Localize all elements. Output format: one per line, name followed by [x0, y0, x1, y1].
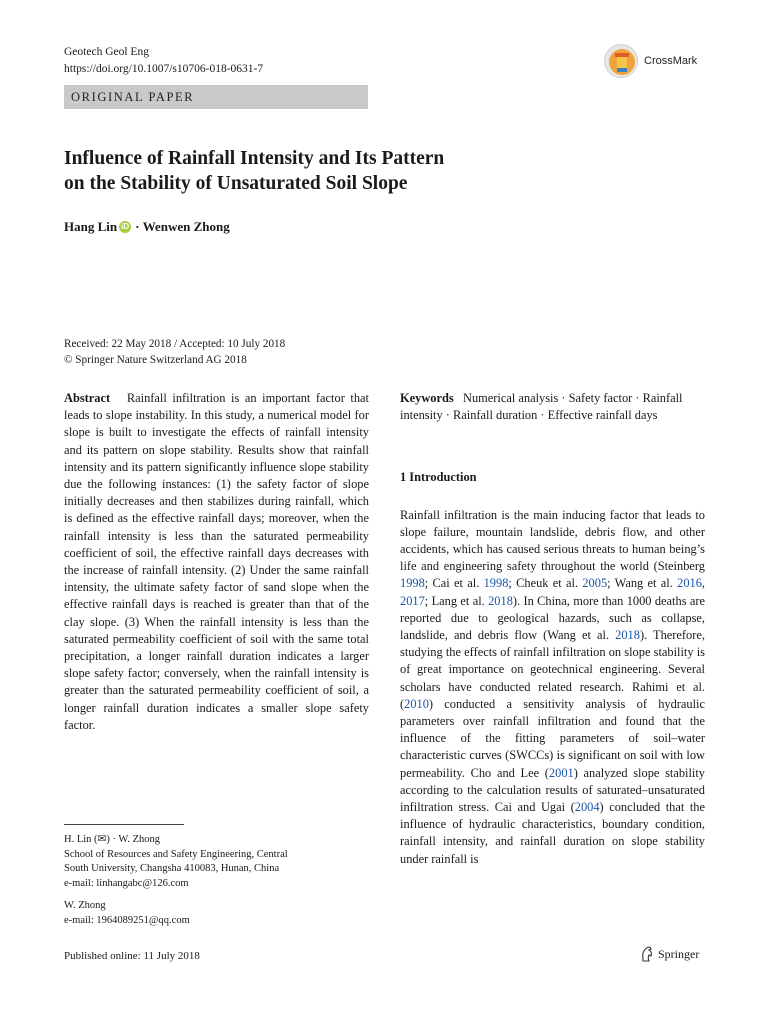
- footnote-authors: H. Lin (✉) · W. Zhong: [64, 834, 160, 845]
- article-type-banner: ORIGINAL PAPER: [64, 85, 368, 109]
- footnote-author: W. Zhong: [64, 900, 106, 911]
- crossmark-icon: [604, 44, 638, 78]
- journal-header: [64, 44, 263, 78]
- footnote-divider: [64, 824, 184, 825]
- intro-text: ) concluded that the influence of hydraulic characteristics, boundary condition, rainfall intensity, and rainfall duration on slope stability under rainfall is: [400, 800, 706, 866]
- citation-link[interactable]: 2018: [488, 593, 513, 608]
- title-line-1: Influence of Rainfall Intensity and Its Pattern: [64, 148, 445, 169]
- author-name[interactable]: Wenwen Zhong: [142, 219, 230, 234]
- section-heading-introduction: 1 Introduction: [400, 470, 477, 485]
- right-column: [400, 390, 705, 868]
- author-affiliation-footnote: [64, 833, 369, 928]
- intro-text: ) analyzed slope stability according to the calculation results of saturated–unsaturated infiltration stress. Cai and Ugai (: [400, 765, 706, 815]
- citation-link[interactable]: 2017: [400, 593, 425, 608]
- published-date: Published online: 11 July 2018: [64, 950, 200, 962]
- author-list: [64, 219, 230, 235]
- author-separator: ·: [135, 219, 140, 234]
- journal-name: Geotech Geol Eng: [64, 46, 149, 58]
- crossmark-badge[interactable]: [604, 42, 714, 80]
- abstract-column: [64, 390, 369, 734]
- citation-link[interactable]: 1998: [483, 576, 509, 591]
- article-dates: [64, 336, 285, 368]
- intro-text: Rainfall infiltration is the main inducing factor that leads to slope failure, mountain landslide, debris flow, and other accidents, which has caused serious threats to human being’s life and engineering safety throughout the world (Steinberg: [400, 507, 705, 574]
- intro-text: ). Therefore, studying the effects of rainfall infiltration on slope stability is of great importance on geotechnical engineering. Several scholars have conducted related research. Rahimi et al. (: [400, 628, 705, 711]
- doi-link[interactable]: https://doi.org/10.1007/s10706-018-0631-7: [64, 63, 264, 75]
- copyright: © Springer Nature Switzerland AG 2018: [64, 354, 247, 366]
- citation-link[interactable]: 2004: [574, 800, 600, 815]
- orcid-icon[interactable]: iD: [121, 222, 130, 231]
- affiliation-line: School of Resources and Safety Engineering, Central: [64, 848, 288, 860]
- intro-text: ). In China, more than 1000 deaths are reported due to geological hazards, such as collapse, landslide, and debris flow (Wang et al.: [400, 593, 705, 643]
- intro-text: ; Lang et al.: [424, 593, 489, 608]
- abstract-text: Rainfall infiltration is an important factor that leads to slope instability. In this study, a numerical model for slope is built to investigate the effects of rainfall intensity and its pattern on slope stability. Results show that rainfall intensity and its pattern significantly influence slope stability due the following instances: (1) the safety factor of slope initially decreases and then stabilizes during rainfall, which is defined as the effective rainfall days; moreover, when the rainfall intensity is less than the saturated permeability coefficient of soil, the effective rainfall days decreases with the increase of rainfall intensity. (2) Under the same rainfall intensity, the ultimate safety factor of sand slope when the effective rainfall days is reached is greater than that of the clay slope. (3) When the rainfall intensity is less than the saturated permeability coefficient of soil with the same total precipitation, a longer rainfall duration indicates a larger slope safety factor; conversely, when the rainfall intensity is greater than the saturated permeability coefficient of soil, a longer rainfall duration indicates a smaller slope safety factor.: [64, 391, 369, 732]
- citation-link[interactable]: 2018: [615, 628, 640, 643]
- springer-horse-icon: [640, 946, 654, 962]
- abstract: [64, 390, 369, 734]
- affiliation-line: South University, Changsha 410083, Hunan, China: [64, 863, 280, 874]
- intro-text: ; Cai et al.: [424, 576, 484, 591]
- keywords-text: Numerical analysis · Safety factor · Rainfall intensity · Rainfall duration · Effective rainfall days: [400, 391, 683, 423]
- citation-link[interactable]: 1998: [400, 576, 425, 591]
- citation-link[interactable]: 2016: [677, 576, 702, 591]
- intro-text: ; Cheuk et al.: [508, 576, 583, 591]
- article-title: [64, 146, 684, 196]
- title-line-2: on the Stability of Unsaturated Soil Slope: [64, 173, 408, 194]
- publisher-logo: [640, 946, 699, 962]
- keywords-label: Keywords: [400, 391, 454, 405]
- introduction-paragraph: [400, 507, 705, 868]
- publisher-name: Springer: [658, 946, 700, 961]
- received-accepted: Received: 22 May 2018 / Accepted: 10 July 2018: [64, 338, 286, 350]
- abstract-label: Abstract: [64, 391, 111, 405]
- intro-text: ) conducted a sensitivity analysis of hydraulic parameters over rainfall infiltration and found that the influence of the fitting parameters of soil–water characteristic curves (SWCCs) is significant on soil with low permeability. Cho and Lee (: [400, 696, 705, 780]
- intro-text: ,: [701, 576, 706, 591]
- citation-link[interactable]: 2010: [404, 696, 429, 711]
- citation-link[interactable]: 2001: [548, 765, 574, 780]
- keywords: [400, 390, 705, 424]
- citation-link[interactable]: 2005: [582, 576, 608, 591]
- intro-text: ; Wang et al.: [607, 576, 678, 591]
- author-name[interactable]: Hang Lin: [64, 219, 118, 234]
- email-link[interactable]: e-mail: linhangabc@126.com: [64, 877, 189, 889]
- crossmark-label: CrossMark: [644, 55, 698, 67]
- email-link[interactable]: e-mail: 1964089251@qq.com: [64, 914, 190, 926]
